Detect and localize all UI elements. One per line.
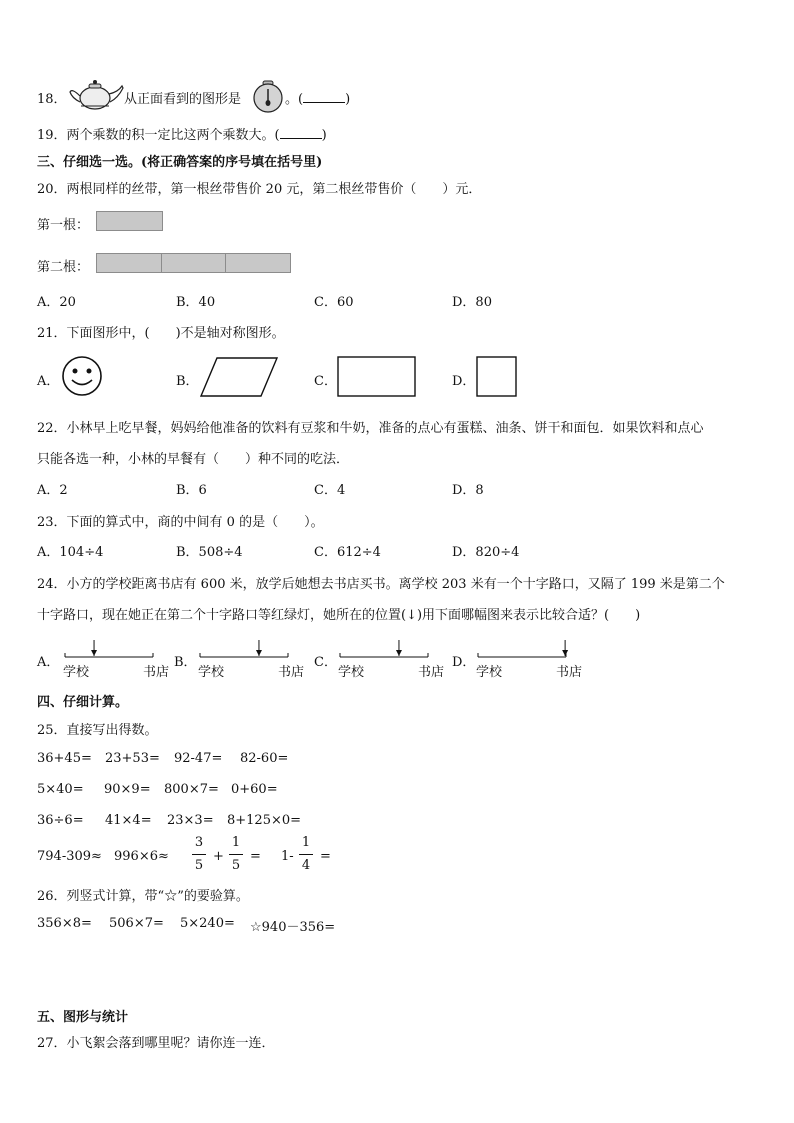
option-b[interactable]: B．508÷4 <box>176 545 243 560</box>
teapot-icon <box>68 78 124 112</box>
ribbon-segment <box>96 211 163 231</box>
option-b[interactable]: B．6 <box>176 483 207 498</box>
rectangle-icon <box>337 356 417 398</box>
question-24-line2: 十字路口，现在她正在第二个十字路口等红绿灯，她所在的位置(↓)用下面哪幅图来表示比较合适？( ) <box>37 608 641 623</box>
question-22-line2: 只能各选一种，小林的早餐有（ ）种不同的吃法． <box>37 452 350 467</box>
math-item: 90×9= <box>104 782 151 797</box>
position-arrow-head <box>256 650 262 656</box>
smiley-icon <box>61 355 103 397</box>
question-18-text <box>124 88 241 107</box>
section-5-title: 五、图形与统计 <box>37 1010 129 1025</box>
math-item: 92-47= <box>174 751 223 766</box>
school-label: 学校 <box>198 665 225 680</box>
option-c[interactable]: C．4 <box>314 483 346 498</box>
equals-sign: = <box>250 849 261 864</box>
option-d[interactable]: D．80 <box>452 295 492 310</box>
ribbon-2-label: 第二根： <box>37 260 90 275</box>
ribbon-2 <box>96 253 290 273</box>
option-a[interactable]: A．2 <box>37 483 68 498</box>
question-21-text: 21．下面图形中，( )不是轴对称图形。 <box>37 326 285 341</box>
store-label: 书店 <box>278 665 305 680</box>
question-number: 18． <box>37 92 67 107</box>
denominator: 4 <box>301 858 311 873</box>
section-4-title: 四、仔细计算。 <box>37 695 129 710</box>
math-item: 36÷6= <box>37 813 84 828</box>
ribbon-segment <box>161 253 227 273</box>
question-27-text: 27．小飞絮会落到哪里呢？请你连一连． <box>37 1036 275 1051</box>
section-3-title: 三、仔细选一选。(将正确答案的序号填在括号里) <box>37 155 323 170</box>
math-item: 8+125×0= <box>227 813 302 828</box>
option-c[interactable]: C． <box>314 655 337 670</box>
option-a[interactable]: A． <box>37 374 60 389</box>
fraction <box>192 834 206 875</box>
store-label: 书店 <box>418 665 445 680</box>
question-26-text: 26．列竖式计算，带“☆”的要验算。 <box>37 889 249 904</box>
position-arrow-head <box>396 650 402 656</box>
option-d[interactable]: D． <box>452 655 476 670</box>
position-arrow-head <box>91 650 97 656</box>
answer-blank[interactable] <box>280 126 322 139</box>
option-c[interactable]: C．612÷4 <box>314 545 381 560</box>
numerator: 3 <box>194 835 204 850</box>
parallelogram-icon <box>199 356 279 398</box>
option-d[interactable]: D．8 <box>452 483 484 498</box>
open-paren: 。( <box>285 92 304 107</box>
position-arrow-head <box>562 650 568 656</box>
close-paren: ) <box>321 128 327 143</box>
school-label: 学校 <box>338 665 365 680</box>
question-22-line1: 22．小林早上吃早餐，妈妈给他准备的饮料有豆浆和牛奶，准备的点心有蛋糕、油条、饼干和面包．如果饮料和点心 <box>37 421 704 436</box>
store-label: 书店 <box>556 665 583 680</box>
school-label: 学校 <box>476 665 503 680</box>
store-label: 书店 <box>143 665 170 680</box>
numerator: 1 <box>231 835 241 850</box>
ribbon-segment <box>96 253 162 273</box>
option-a[interactable]: A．104÷4 <box>37 545 104 560</box>
calc-item: 506×7= <box>109 916 164 931</box>
math-item: 5×40= <box>37 782 84 797</box>
ribbon-1 <box>96 211 162 231</box>
question-18-tail <box>285 88 350 107</box>
denominator: 5 <box>194 858 204 873</box>
question-18 <box>37 88 67 107</box>
answer-blank[interactable] <box>303 90 345 103</box>
denominator: 5 <box>231 858 241 873</box>
question-19-text: 19．两个乘数的积一定比这两个乘数大。( <box>37 128 280 143</box>
minus-prefix: 1- <box>281 849 294 864</box>
math-item: 36+45= <box>37 751 92 766</box>
question-25-text: 25．直接写出得数。 <box>37 723 158 738</box>
calc-item: 356×8= <box>37 916 92 931</box>
plus-sign: + <box>213 849 224 864</box>
numerator: 1 <box>301 835 311 850</box>
calc-item: 5×240= <box>180 916 235 931</box>
equals-sign: = <box>320 849 331 864</box>
fraction <box>229 834 243 875</box>
fraction-bar <box>299 854 313 855</box>
option-d[interactable]: D． <box>452 374 476 389</box>
fraction <box>299 834 313 875</box>
math-item: 23+53= <box>105 751 160 766</box>
math-item: 800×7= <box>164 782 219 797</box>
school-label: 学校 <box>63 665 90 680</box>
question-18-prompt: 从正面看到的图形是 <box>124 92 242 107</box>
question-23-text: 23．下面的算式中，商的中间有 0 的是（ ）。 <box>37 515 324 530</box>
option-d[interactable]: D．820÷4 <box>452 545 520 560</box>
calc-item: ☆940－356= <box>250 920 336 935</box>
math-item: 82-60= <box>240 751 289 766</box>
option-c[interactable]: C．60 <box>314 295 354 310</box>
math-item: 23×3= <box>167 813 214 828</box>
math-item: 0+60= <box>231 782 278 797</box>
ribbon-1-label: 第一根： <box>37 218 90 233</box>
option-b[interactable]: B． <box>174 655 197 670</box>
route-diagrams <box>0 630 794 685</box>
option-b[interactable]: B．40 <box>176 295 216 310</box>
question-20-text: 20．两根同样的丝带，第一根丝带售价 20 元，第二根丝带售价（ ）元． <box>37 182 482 197</box>
math-item: 996×6≈ <box>114 849 169 864</box>
option-c[interactable]: C． <box>314 374 337 389</box>
close-paren: ) <box>345 92 351 107</box>
fraction-bar <box>229 854 243 855</box>
fraction-bar <box>192 854 206 855</box>
ribbon-segment <box>225 253 291 273</box>
question-19 <box>37 124 327 143</box>
teapot-front-icon <box>252 79 284 113</box>
square-icon <box>476 356 518 398</box>
math-item: 41×4= <box>105 813 152 828</box>
option-a[interactable]: A．20 <box>37 295 76 310</box>
option-b[interactable]: B． <box>176 374 199 389</box>
option-a[interactable]: A． <box>37 655 60 670</box>
math-item: 794-309≈ <box>37 849 102 864</box>
question-24-line1: 24．小方的学校距离书店有 600 米，放学后她想去书店买书。离学校 203 米有一个十字路口，又隔了 199 米是第二个 <box>37 577 725 592</box>
